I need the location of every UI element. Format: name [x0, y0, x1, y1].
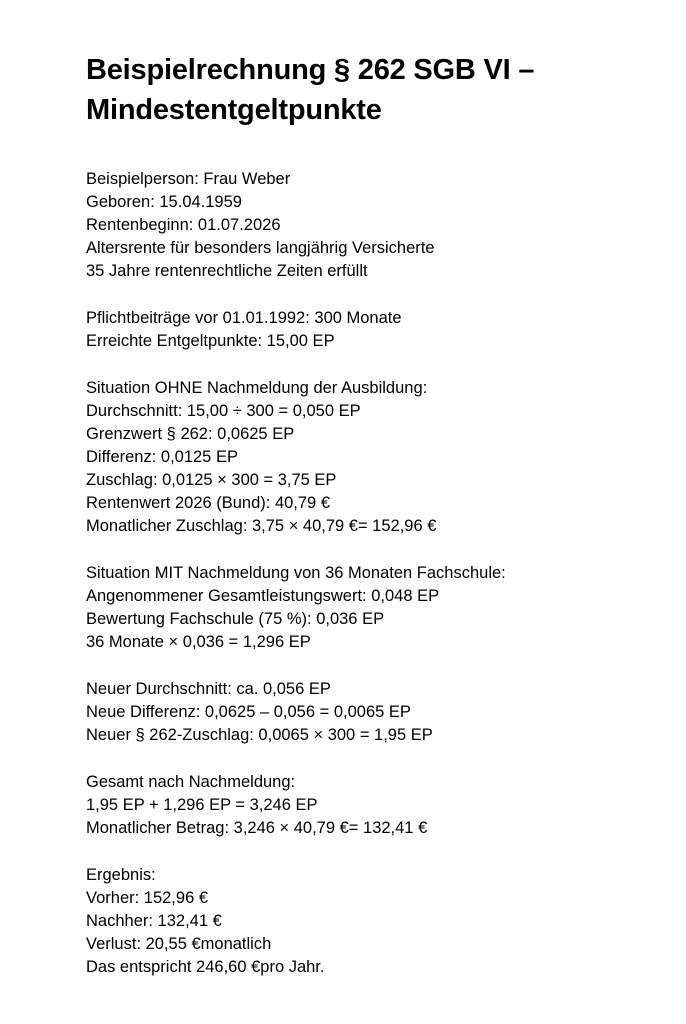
paragraph-result [86, 864, 666, 979]
text-line: Situation MIT Nachmeldung von 36 Monaten Fachschule: [86, 564, 506, 582]
document-body [86, 168, 666, 1003]
text-line: 35 Jahre rentenrechtliche Zeiten erfüllt [86, 262, 368, 280]
page-title [86, 50, 666, 130]
text-line: Vorher: 152,96 € [86, 889, 209, 907]
text-line: Angenommener Gesamtleistungswert: 0,048 EP [86, 587, 440, 605]
text-line: Pflichtbeiträge vor 01.01.1992: 300 Monate [86, 309, 402, 327]
text-line: Durchschnitt: 15,00 ÷ 300 = 0,050 EP [86, 402, 361, 420]
text-line: Rentenwert 2026 (Bund): 40,79 € [86, 494, 330, 512]
text-line: Differenz: 0,0125 EP [86, 448, 238, 466]
text-line: Erreichte Entgeltpunkte: 15,00 EP [86, 332, 335, 350]
paragraph-contributions [86, 307, 666, 353]
text-line: Grenzwert § 262: 0,0625 EP [86, 425, 295, 443]
text-line: Das entspricht 246,60 €pro Jahr. [86, 958, 325, 976]
text-line: Altersrente für besonders langjährig Versicherte [86, 239, 435, 257]
text-line: Beispielperson: Frau Weber [86, 170, 291, 188]
text-line: Zuschlag: 0,0125 × 300 = 3,75 EP [86, 471, 337, 489]
text-line: Neue Differenz: 0,0625 – 0,056 = 0,0065 EP [86, 703, 411, 721]
title-line-1: Beispielrechnung § 262 SGB VI – [86, 54, 535, 86]
text-line: Rentenbeginn: 01.07.2026 [86, 216, 281, 234]
paragraph-with-report [86, 562, 666, 654]
text-line: Gesamt nach Nachmeldung: [86, 773, 296, 791]
paragraph-total [86, 771, 666, 840]
text-line: Verlust: 20,55 €monatlich [86, 935, 272, 953]
text-line: Geboren: 15.04.1959 [86, 193, 242, 211]
text-line: 1,95 EP + 1,296 EP = 3,246 EP [86, 796, 318, 814]
paragraph-new-average [86, 678, 666, 747]
text-line: Neuer Durchschnitt: ca. 0,056 EP [86, 680, 331, 698]
text-line: Monatlicher Zuschlag: 3,75 × 40,79 €= 152,96 € [86, 517, 437, 535]
paragraph-without-report [86, 377, 666, 538]
text-line: Situation OHNE Nachmeldung der Ausbildung: [86, 379, 428, 397]
text-line: Ergebnis: [86, 866, 156, 884]
title-line-2: Mindestentgeltpunkte [86, 94, 382, 126]
paragraph-person [86, 168, 666, 283]
text-line: 36 Monate × 0,036 = 1,296 EP [86, 633, 311, 651]
text-line: Monatlicher Betrag: 3,246 × 40,79 €= 132,41 € [86, 819, 428, 837]
text-line: Bewertung Fachschule (75 %): 0,036 EP [86, 610, 385, 628]
text-line: Nachher: 132,41 € [86, 912, 222, 930]
text-line: Neuer § 262-Zuschlag: 0,0065 × 300 = 1,95 EP [86, 726, 433, 744]
